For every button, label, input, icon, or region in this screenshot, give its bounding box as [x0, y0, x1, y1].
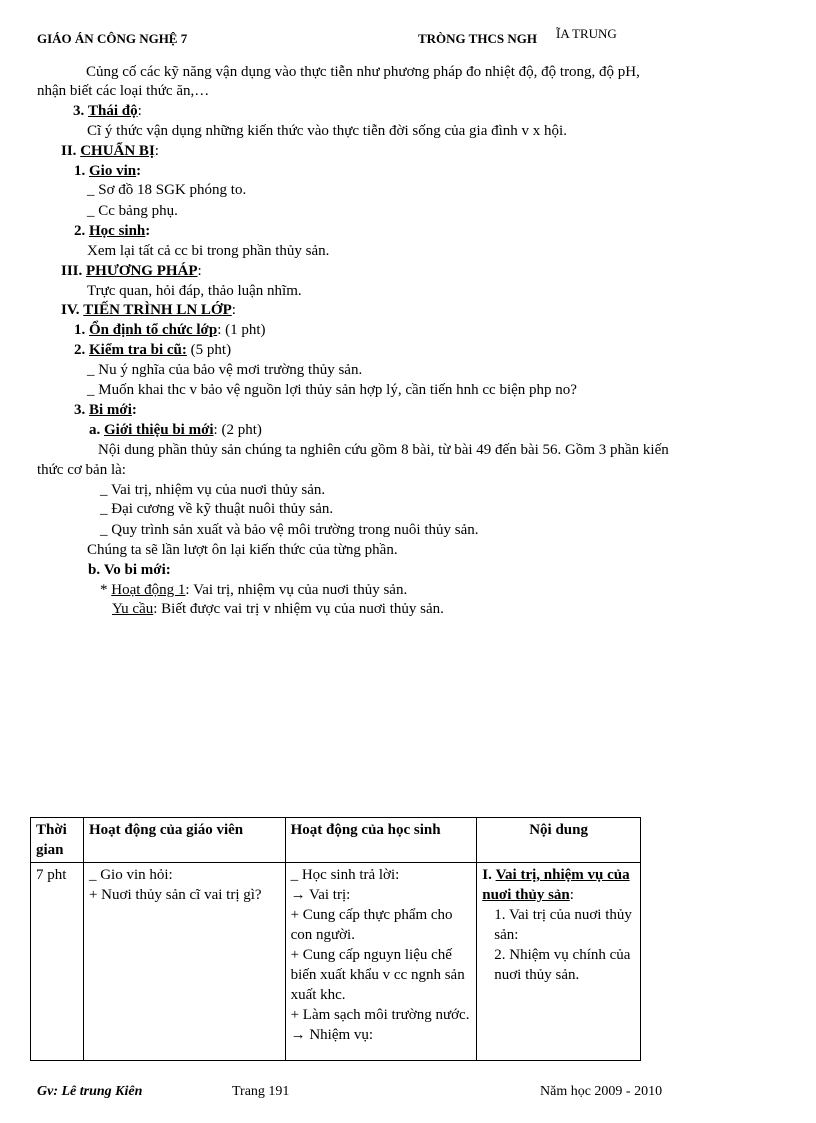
part-1: _ Vai trị, nhiệm vụ của nuơi thủy sản.: [100, 482, 326, 498]
header-student-activity: Hoạt động của học sinh: [285, 818, 477, 863]
recap-text: Chúng ta sẽ lần lượt ôn lại kiến thức của từng phần.: [87, 542, 398, 558]
header-school: TRÒNG THCS NGH: [418, 31, 537, 46]
table-row: [31, 863, 641, 1061]
header-content: Nội dung: [477, 818, 641, 863]
intro-heading: a. Giới thiệu bi mới: (2 pht): [89, 422, 262, 438]
student-text: Xem lại tất cả cc bi trong phần thủy sản.: [87, 243, 330, 259]
header-time: Thời gian: [31, 818, 84, 863]
activity-requirement: Yu cầu: Biết được vai trị v nhiệm vụ của nuơi thủy sản.: [112, 601, 444, 617]
attitude-heading: 3. Thái độ:: [73, 103, 142, 119]
student-heading: 2. Học sinh:: [74, 223, 151, 239]
lesson-table: [30, 817, 641, 1061]
cell-content: I. Vai trị, nhiệm vụ của nuơi thủy sản: 1. Vai trị của nuơi thủy sản: 2. Nhiệm vụ chính của nuơi thủy sản.: [477, 863, 641, 1061]
skills-line-2: nhận biết các loại thức ăn,…: [37, 83, 210, 99]
cell-student-activity: _ Học sinh trả lời: → Vai trị: + Cung cấp thực phẩm cho con người. + Cung cấp nguyn liệu chế biến xuất khẩu v cc ngnh sản xuất khc. + Làm sạch môi trường nước. → Nhiệm vụ:: [285, 863, 477, 1061]
header-subject: GIÁO ÁN CÔNG NGHỆ 7: [37, 31, 188, 46]
intro-line-2: thức cơ bản là:: [37, 462, 126, 478]
part-3: _ Quy trình sản xuất và bảo vệ môi trường trong nuôi thủy sản.: [100, 522, 479, 538]
intro-line-1: Nội dung phần thủy sản chúng ta nghiên cứu gồm 8 bài, từ bài 49 đến bài 56. Gồm 3 phần kiến: [98, 442, 669, 458]
footer-year: Năm học 2009 - 2010: [540, 1084, 663, 1099]
header-school-suffix: ĨA TRUNG: [556, 26, 617, 41]
footer-page: Trang 191: [232, 1084, 290, 1099]
skills-line-1: Củng cố các kỹ năng vận dụng vào thực tiễn như phương pháp đo nhiệt độ, độ trong, độ pH,: [86, 64, 640, 80]
step-1: 1. Ổn định tổ chức lớp: (1 pht): [74, 322, 266, 338]
review-question-1: _ Nu ý nghĩa của bảo vệ mơi trường thủy sản.: [87, 362, 363, 378]
footer-author: Gv: Lê trung Kiên: [37, 1084, 143, 1099]
step-2: 2. Kiểm tra bi cũ: (5 pht): [74, 342, 232, 358]
section-iv-heading: IV. TIẾN TRÌNH LN LỚP:: [61, 302, 236, 318]
attitude-text: Cĩ ý thức vận dụng những kiến thức vào thực tiễn đời sống của gia đình v x hội.: [87, 123, 567, 139]
teacher-heading: 1. Gio vin:: [74, 163, 142, 179]
teacher-item-1: _ Sơ đồ 18 SGK phóng to.: [87, 182, 247, 198]
cell-time: 7 pht: [31, 863, 84, 1061]
header-teacher-activity: Hoạt động của giáo viên: [83, 818, 285, 863]
new-lesson-heading: b. Vo bi mới:: [88, 562, 171, 578]
teacher-item-2: _ Cc bảng phụ.: [87, 203, 178, 219]
cell-teacher-activity: _ Gio vin hỏi: + Nuơi thủy sản cĩ vai trị gì?: [83, 863, 285, 1061]
method-text: Trực quan, hỏi đáp, thảo luận nhĩm.: [87, 283, 302, 299]
section-ii-heading: II. CHUẨN BỊ:: [61, 143, 159, 159]
activity-1: * Hoạt động 1: Vai trị, nhiệm vụ của nuơi thủy sản.: [100, 582, 408, 598]
review-question-2: _ Muốn khai thc v bảo vệ nguồn lợi thủy sản hợp lý, cần tiến hnh cc biện php no?: [87, 382, 577, 398]
section-iii-heading: III. PHƯƠNG PHÁP:: [61, 263, 202, 279]
table-header-row: [31, 818, 641, 863]
part-2: _ Đại cương về kỹ thuật nuôi thủy sản.: [100, 501, 334, 517]
step-3: 3. Bi mới:: [74, 402, 137, 418]
